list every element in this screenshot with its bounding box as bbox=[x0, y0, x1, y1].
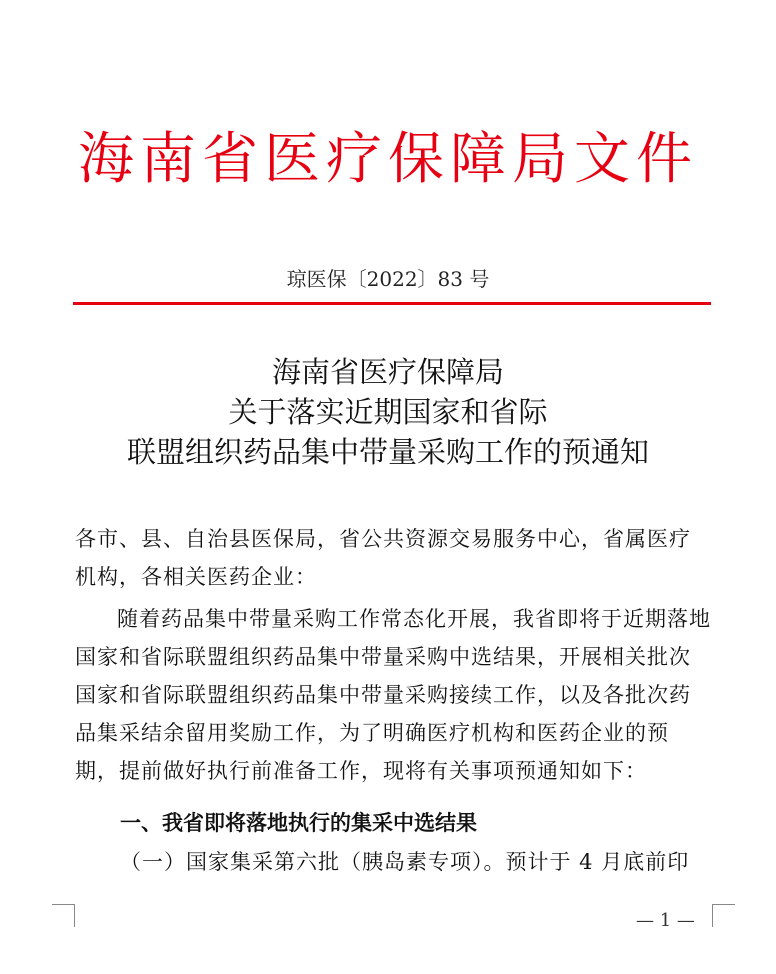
salutation: 各市、县、自治县医保局，省公共资源交易服务中心，省属医疗机构，各相关医药企业： bbox=[75, 527, 691, 589]
red-divider-line bbox=[73, 302, 711, 305]
notice-title bbox=[0, 352, 776, 472]
document-number: 琼医保〔2022〕83 号 bbox=[286, 267, 490, 291]
page-number: — 1 — bbox=[636, 910, 695, 931]
notice-title-line-1: 海南省医疗保障局 bbox=[271, 355, 504, 389]
notice-title-line-2: 关于落实近期国家和省际 bbox=[228, 395, 548, 429]
corner-mark-right bbox=[712, 904, 735, 927]
subsection-item: （一）国家集采第六批（胰岛素专项）。预计于 4 月底前印 bbox=[120, 850, 690, 874]
body-paragraph: 随着药品集中带量采购工作常态化开展，我省即将于近期落地国家和省际联盟组织药品集中带量采购中选结果，开展相关批次国家和省际联盟组织药品集中带量采购接续工作，以及各批次药品集采结余留用奖励工作，为了明确医疗机构和医药企业的预期，提前做好执行前准备工作，现将有关事项预通知如下： bbox=[75, 607, 711, 783]
section-heading: 一、我省即将落地执行的集采中选结果 bbox=[120, 811, 477, 835]
masthead-title: 海南省医疗保障局文件 bbox=[78, 127, 698, 192]
corner-mark-left bbox=[52, 904, 75, 927]
notice-title-line-3: 联盟组织药品集中带量采购工作的预通知 bbox=[126, 435, 649, 469]
